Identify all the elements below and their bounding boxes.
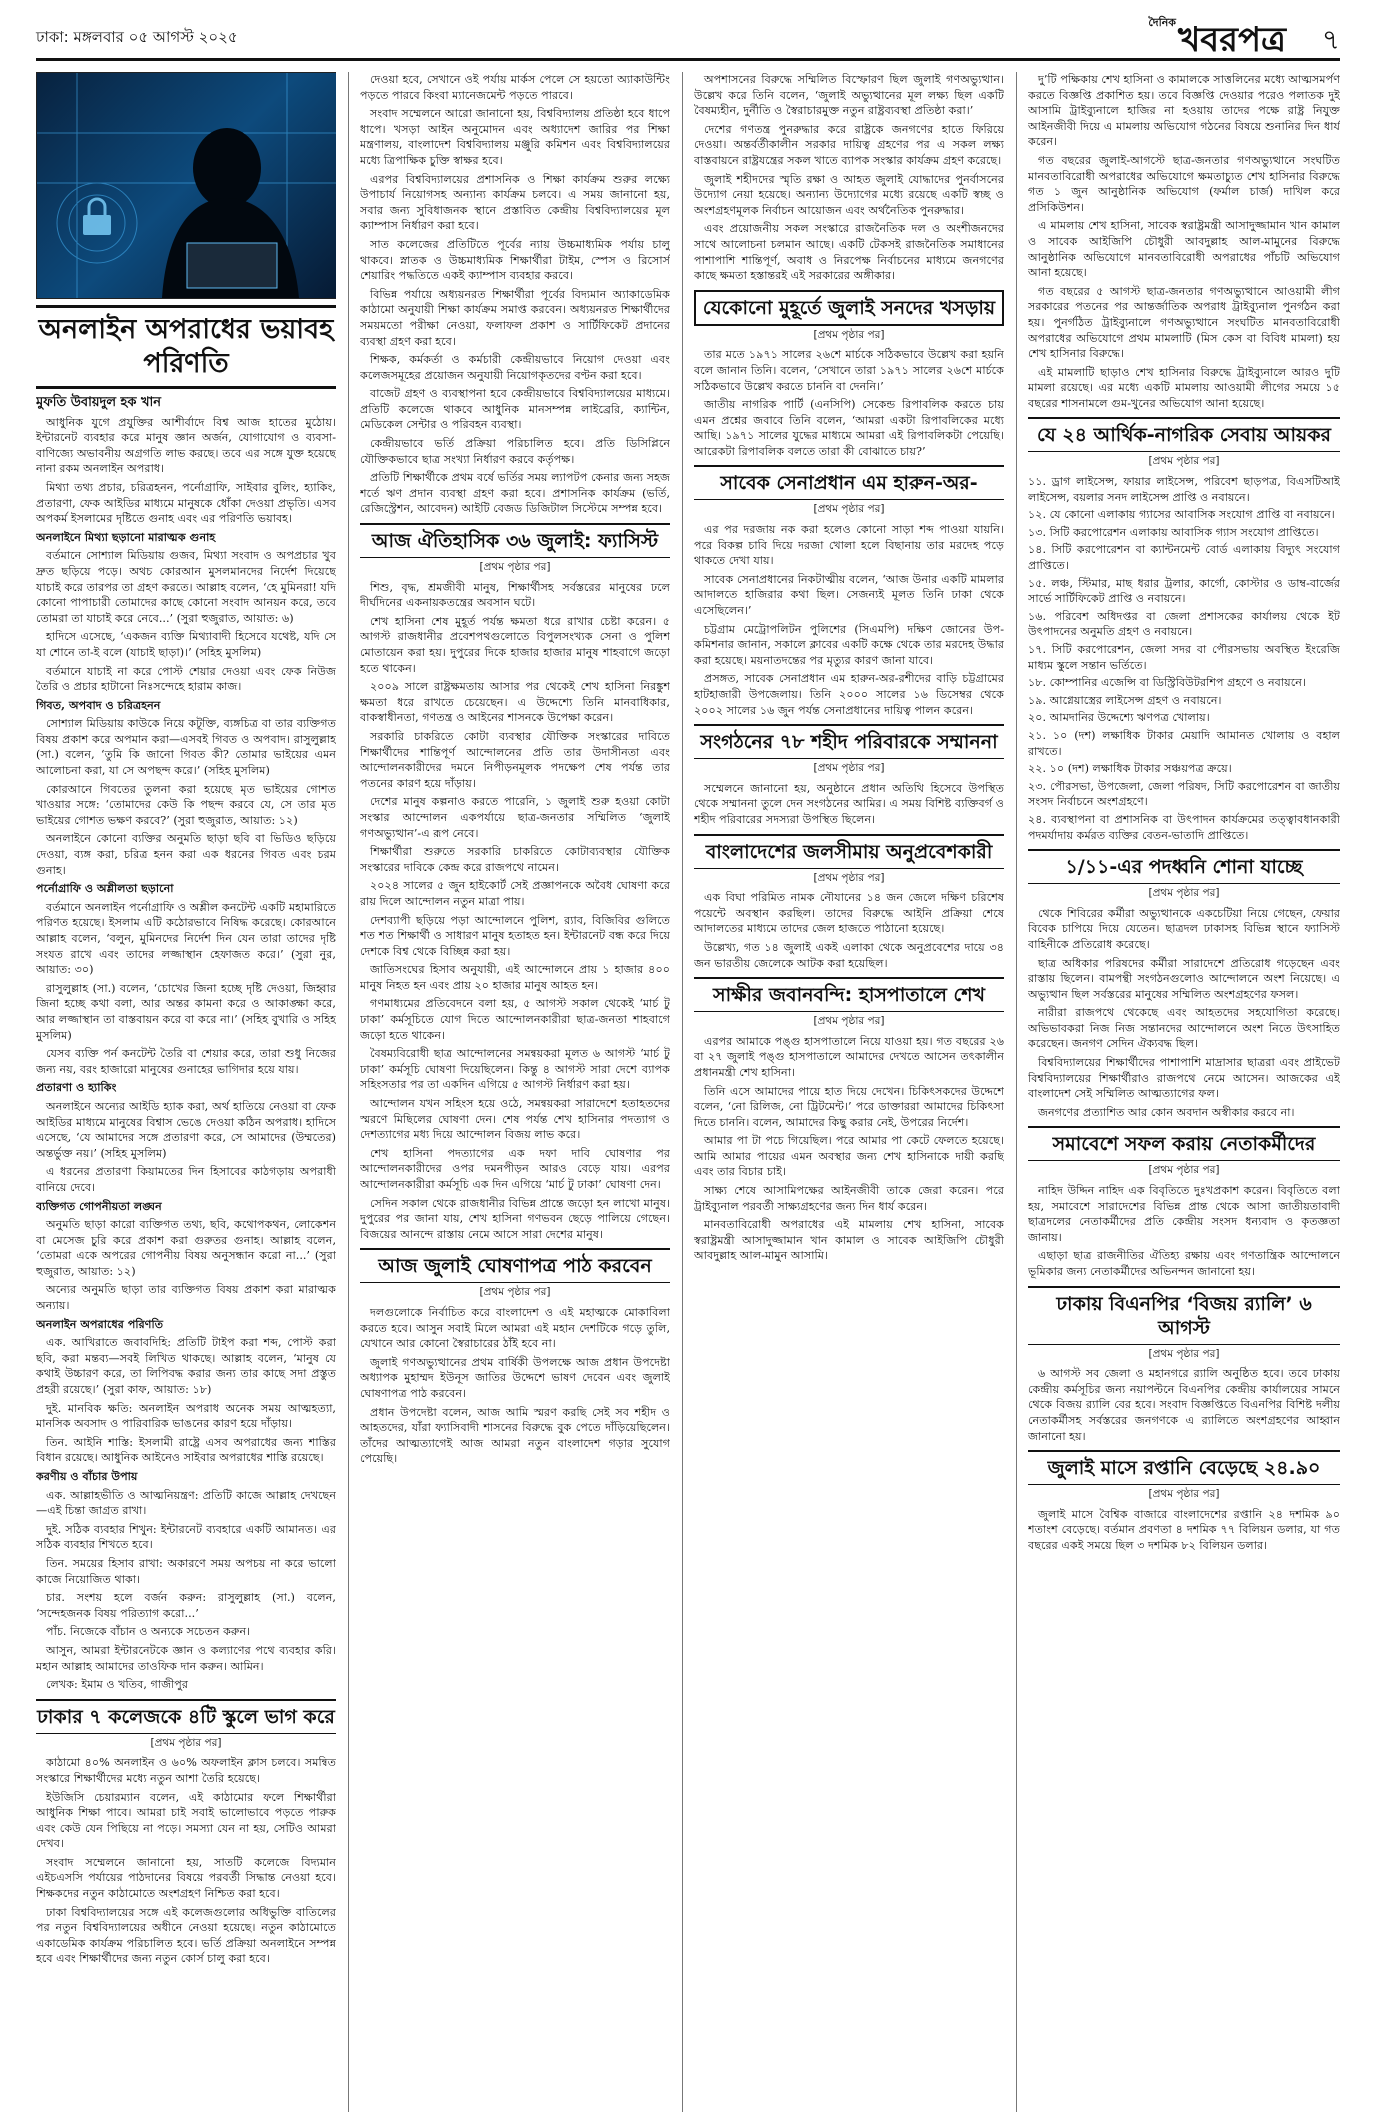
issue-date: ঢাকা: মঙ্গলবার ০৫ আগস্ট ২০২৫ xyxy=(36,28,238,46)
article-headline: জুলাই মাসে রপ্তানি বেড়েছে ২৪.৯০ xyxy=(1028,1450,1340,1485)
paragraph: এরপর আমাকে পঙ্গু হাসপাতালে নিয়ে যাওয়া হয়। গত বছরের ২৬ বা ২৭ জুলাই পঙ্গু হাসপাতালে আমাদের দেখতে আসেন তৎকালীন প্রধানমন্ত্রী শেখ হাসিনা। xyxy=(694,1034,1004,1079)
paragraph: দলগুলোকে নির্বাচিত করে বাংলাদেশ ও এই মহাত্মকে মোকাবিলা করতে হবে। আসুন সবাই মিলে আমরা এই মহান দেশটিকে গড়ে তুলি, যেখানে আর কোনো স্বৈরাচারের ঠাঁই হবে না। xyxy=(360,1305,670,1351)
paragraph: সম্মেলনে জানানো হয়, অনুষ্ঠানে প্রধান অতিথি হিসেবে উপস্থিত থেকে সম্মাননা তুলে দেন সংগঠনের আমির। এ সময় বিশিষ্ট ব্যক্তিবর্গ ও শহীদ পরিবারের সদস্যরা উপস্থিত ছিলেন। xyxy=(694,781,1004,826)
continued-label: [প্রথম পৃষ্ঠার পর] xyxy=(1148,887,1220,900)
paragraph: কাঠামো ৪০% অনলাইন ও ৬০% অফলাইন ক্লাস চলবে। সমন্বিত সংস্কারে শিক্ষার্থীদের মধ্যে নতুন আশা তৈরি হয়েছে। xyxy=(36,1756,336,1785)
paragraph: গত বছরের জুলাই-আগস্টে ছাত্র-জনতার গণঅভ্যুত্থানে সংঘটিত মানবতাবিরোধী অপরাধের অভিযোগে ক্ষমতাচ্যুত শেখ হাসিনার বিরুদ্ধে গত ১ জুন আনুষ্ঠানিক অভিযোগ (ফর্মাল চার্জ) দাখিল করে প্রসিকিউশন। xyxy=(1028,153,1340,214)
continued-label: [প্রথম পৃষ্ঠার পর] xyxy=(813,328,885,341)
paragraph: এ মামলায় শেখ হাসিনা, সাবেক স্বরাষ্ট্রমন্ত্রী আসাদুজ্জামান খান কামাল ও সাবেক আইজিপি চৌধুরী আবদুল্লাহ আল-মামুনের বিরুদ্ধে আনুষ্ঠানিক অভিযোগে মানবতাবিরোধী অপরাধের পাঁচটি অভিযোগ আনা হয়েছে। xyxy=(1028,219,1340,280)
article-headline: বাংলাদেশের জলসীমায় অনুপ্রবেশকারী xyxy=(694,834,1004,869)
paragraph: প্রসঙ্গত, সাবেক সেনাপ্রধান এম হারুন-অর-রশীদের বাড়ি চট্টগ্রামের হাটহাজারী উপজেলায়। তিনি ২০০০ সালের ১৬ ডিসেম্বর থেকে ২০০২ সালের ১৬ জুন পর্যন্ত সেনাপ্রধানের দায়িত্ব পালন করেন। xyxy=(694,672,1004,717)
article-headline: যেকোনো মুহূর্তে জুলাই সনদের খসড়ায় xyxy=(694,290,1004,326)
column-divider xyxy=(682,72,683,2112)
paragraph: মানবতাবিরোধী অপরাধের এই মামলায় শেখ হাসিনা, সাবেক স্বরাষ্ট্রমন্ত্রী আসাদুজ্জামান খান কামাল ও সাবেক আইজিপি চৌধুরী আবদুল্লাহ আল-মামুন আসামি। xyxy=(694,1218,1004,1263)
continued-label: [প্রথম পৃষ্ঠার পর] xyxy=(1148,1347,1220,1360)
article-headline: সাবেক সেনাপ্রধান এম হারুন-অর- xyxy=(694,465,1004,500)
article-headline: যে ২৪ আর্থিক-নাগরিক সেবায় আয়কর xyxy=(1028,417,1340,452)
paragraph: নাহিদ উদ্দিন নাহিদ এক বিবৃতিতে দুঃখপ্রকাশ করেন। বিবৃতিতে বলা হয়, সমাবেশে সারাদেশের বিভিন্ন প্রান্ত থেকে আসা জাতীয়তাবাদী ছাত্রদলের নেতাকর্মীদের প্রতি কেন্দ্রীয় সংসদ ধন্যবাদ ও কৃতজ্ঞতা জানায়। xyxy=(1028,1184,1340,1244)
paragraph: তিন. আইনি শাস্তি: ইসলামী রাষ্ট্রে এসব অপরাধের জন্য শাস্তির বিধান রয়েছে। আধুনিক আইনেও সাইবার অপরাধের শাস্তি রয়েছে। xyxy=(36,1435,336,1465)
article-headline: ঢাকায় বিএনপির ‘বিজয় র‍্যালি’ ৬ আগস্ট xyxy=(1028,1286,1340,1345)
continued-label: [প্রথম পৃষ্ঠার পর] xyxy=(813,762,885,775)
column-2 xyxy=(360,72,670,2117)
paragraph: দেশের মানুষ কল্পনাও করতে পারেনি, ১ জুলাই শুরু হওয়া কোটা সংস্কার আন্দোলন একপর্যায়ে ছাত্র-জনতার সম্মিলিত ‘জুলাই গণঅভ্যুত্থান’-এ রূপ নেবে। xyxy=(360,795,670,840)
paragraph: এরপর বিশ্ববিদ্যালয়ের প্রশাসনিক ও শিক্ষা কার্যক্রম শুরুর লক্ষ্যে উপাচার্য নিয়োগসহ অন্যান্য কার্যক্রম চলবে। এ সময় জানানো হয়, সবার জন্য সুবিধাজনক স্থানে প্রস্তাবিত কেন্দ্রীয় বিশ্ববিদ্যালয়ের মূল ক্যাম্পাস নির্ধারণ করা হবে। xyxy=(360,172,670,233)
list-item: ২৩. পৌরসভা, উপজেলা, জেলা পরিষদ, সিটি করপোরেশন বা জাতীয় সংসদ নির্বাচনে অংশগ্রহণে। xyxy=(1028,779,1340,809)
paragraph: কেন্দ্রীয়ভাবে ভর্তি প্রক্রিয়া পরিচালিত হবে। প্রতি ডিসিপ্লিনে যৌক্তিকভাবে ছাত্র সংখ্যা নির্ধারণ করবে কর্তৃপক্ষ। xyxy=(360,437,670,466)
paragraph: শেখ হাসিনা পদত্যাগের এক দফা দাবি ঘোষণার পর আন্দোলনকারীদের ওপর দমনপীড়ন আরও বেড়ে যায়। এরপর আন্দোলনকারীরা কর্মসূচি এক দিন এগিয়ে ‘মার্চ টু ঢাকা’ ঘোষণা দেন। xyxy=(360,1146,670,1191)
list-item: ২৪. ব্যবস্থাপনা বা প্রশাসনিক বা উৎপাদন কার্যক্রমের তত্ত্বাবধানকারী পদমর্যাদায় কর্মরত ব্যক্তির বেতন-ভাতাদি প্রাপ্তিতে। xyxy=(1028,812,1340,842)
continued-label: [প্রথম পৃষ্ঠার পর] xyxy=(479,1286,551,1299)
service-list xyxy=(1028,474,1340,843)
paragraph: গণমাধ্যমের প্রতিবেদনে বলা হয়, ৫ আগস্ট সকাল থেকেই ‘মার্চ টু ঢাকা’ কর্মসূচিতে যোগ দিতে আন্দোলনকারীরা ছাত্র-জনতা শাহবাগে জড়ো হতে থাকেন। xyxy=(360,997,670,1042)
paragraph: অন্যের অনুমতি ছাড়া তার ব্যক্তিগত বিষয় প্রকাশ করা মারাত্মক অন্যায়। xyxy=(36,1283,336,1313)
paragraph: ৬ আগস্ট সব জেলা ও মহানগরে র‍্যালি অনুষ্ঠিত হবে। তবে ঢাকায় কেন্দ্রীয় কর্মসূচির জন্য নয়াপল্টনে বিএনপির কেন্দ্রীয় কার্যালয়ের সামনে থেকে বিজয় র‍্যালি বের হবে। সংবাদ বিজ্ঞপ্তিতে বিএনপির বিশিষ্ট দলীয় নেতাকর্মীসহ সর্বস্তরের জনগণকে এ র‍্যালিতে অংশগ্রহণের আহ্বান জানানো হয়। xyxy=(1028,1367,1340,1443)
paragraph: এক. আল্লাহভীতি ও আত্মনিয়ন্ত্রণ: প্রতিটি কাজে আল্লাহ দেখছেন—এই চিন্তা জাগ্রত রাখা। xyxy=(36,1488,336,1518)
paragraph: এক. আখিরাতে জবাবদিহি: প্রতিটি টাইপ করা শব্দ, পোস্ট করা ছবি, করা মন্তব্য—সবই লিখিত থাকছে। আল্লাহ বলেন, ‘মানুষ যে কথাই উচ্চারণ করে, তা লিপিবদ্ধ করার জন্য তার কাছে সদা প্রস্তুত প্রহরী রয়েছে।’ (সুরা কাফ, আয়াত: ১৮) xyxy=(36,1336,336,1397)
paragraph: সংবাদ সম্মেলনে জানানো হয়, সাতটি কলেজে বিদ্যমান এইচএসসি পর্যায়ের পাঠদানের বিষয়ে পরবর্তী সিদ্ধান্ত নেওয়া হবে। শিক্ষকদের নতুন কাঠামোতে অংশগ্রহণ নিশ্চিত করা হবে। xyxy=(36,1855,336,1901)
paragraph: ঢাকা বিশ্ববিদ্যালয়ের সঙ্গে এই কলেজগুলোর অধিভুক্তি বাতিলের পর নতুন বিশ্ববিদ্যালয়ের অধীনে নেওয়া হয়েছে। নতুন কাঠামোতে একাডেমিক কার্যক্রম পরিচালিত হবে। ভর্তি প্রক্রিয়া অনলাইনে সম্পন্ন হবে এবং শিক্ষার্থীদের জন্য নতুন কোর্স চালু করা হবে। xyxy=(36,1905,336,1966)
list-item: ১১. ড্রাগ লাইসেন্স, ফায়ার লাইসেন্স, পরিবেশ ছাড়পত্র, বিএসটিআই লাইসেন্স, বয়লার সনদ লাইসেন্স প্রাপ্তি ও নবায়নে। xyxy=(1028,475,1340,504)
paragraph: আন্দোলন যখন সহিংস হয়ে ওঠে, সমন্বয়করা সারাদেশে হতাহতদের স্মরণে মিছিলের ঘোষণা দেন। শেষ পর্যন্ত শেখ হাসিনার পদত্যাগ ও দেশত্যাগের মধ্য দিয়ে আন্দোলন বিজয় লাভ করে। xyxy=(360,1097,670,1142)
list-item: ১৯. আগ্নেয়াস্ত্রের লাইসেন্স গ্রহণ ও নবায়নে। xyxy=(1028,693,1222,707)
paragraph: এছাড়া ছাত্র রাজনীতির ঐতিহ্য রক্ষায় এবং গণতান্ত্রিক আন্দোলনে ভূমিকার জন্য নেতাকর্মীদের অভিনন্দন জানানো হয়। xyxy=(1028,1249,1340,1278)
list-item: ১৭. সিটি করপোরেশন, জেলা সদর বা পৌরসভায় অবস্থিত ইংরেজি মাধ্যম স্কুলে সন্তান ভর্তিতে। xyxy=(1028,643,1340,672)
paragraph: এই মামলাটি ছাড়াও শেখ হাসিনার বিরুদ্ধে ট্রাইব্যুনালে আরও দুটি মামলা রয়েছে। এর মধ্যে একটি মামলায় আওয়ামী লীগের সময়ে ১৫ বছরের শাসনামলে গুম-খুনের অভিযোগ আনা হয়েছে। xyxy=(1028,365,1340,410)
paragraph: তিন. সময়ের হিসাব রাখা: অকারণে সময় অপচয় না করে ভালো কাজে নিয়োজিত থাকা। xyxy=(36,1556,336,1586)
article-headline: আজ ঐতিহাসিক ৩৬ জুলাই: ফ্যাসিস্ট xyxy=(360,523,670,558)
list-item: ১২. যে কোনো এলাকায় গ্যাসের আবাসিক সংযোগ প্রাপ্তি বা নবায়নে। xyxy=(1028,508,1335,522)
paragraph: সাক্ষ্য শেষে আসামিপক্ষের আইনজীবী তাকে জেরা করেন। পরে ট্রাইব্যুনাল পরবর্তী সাক্ষ্যগ্রহণের জন্য দিন ধার্য করেন। xyxy=(694,1184,1004,1213)
article-headline: সাক্ষীর জবানবন্দি: হাসপাতালে শেখ xyxy=(694,977,1004,1012)
paragraph: জনগণের প্রত্যাশিত আর কোন অবদান অস্বীকার করবে না। xyxy=(1038,1105,1295,1119)
column-3 xyxy=(694,72,1004,2117)
paragraph: সাবেক সেনাপ্রধানের নিকটাত্মীয় বলেন, ‘আজ উনার একটি মামলার আদালতে হাজিরার কথা ছিল। সেজন্যই মূলত তিনি ঢাকা থেকে এসেছিলেন।’ xyxy=(694,572,1004,618)
paragraph: ২০২৪ সালের ৫ জুন হাইকোর্ট সেই প্রজ্ঞাপনকে অবৈধ ঘোষণা করে রায় দিলে আন্দোলন নতুন মাত্রা পায়। xyxy=(360,879,670,908)
column-divider xyxy=(348,72,349,2112)
continued-label: [প্রথম পৃষ্ঠার পর] xyxy=(1148,1164,1220,1177)
paragraph: অনলাইনে কোনো ব্যক্তির অনুমতি ছাড়া ছবি বা ভিডিও ছড়িয়ে দেওয়া, ব্যঙ্গ করা, চরিত্র হনন করা এক ধরনের গিবত এবং চরম গুনাহ। xyxy=(36,832,336,877)
subheading: প্রতারণা ও হ্যাকিং xyxy=(36,1080,117,1095)
continued-label: [প্রথম পৃষ্ঠার পর] xyxy=(1148,1488,1220,1501)
paragraph: এ ধরনের প্রতারণা কিয়ামতের দিন হিসাবের কাঠগড়ায় অপরাধী বানিয়ে দেবে। xyxy=(36,1165,336,1194)
paragraph: অপশাসনের বিরুদ্ধে সম্মিলিত বিস্ফোরণ ছিল জুলাই গণঅভ্যুত্থান। উল্লেখ করে তিনি বলেন, ‘জুলাই অভ্যুত্থানের মূল লক্ষ্য ছিল একটি বৈষম্যহীন, দুর্নীতি ও স্বৈরাচারমুক্ত নতুন রাষ্ট্রব্যবস্থা প্রতিষ্ঠা করা।’ xyxy=(694,73,1004,118)
continued-label: [প্রথম পৃষ্ঠার পর] xyxy=(1148,455,1220,468)
paragraph: অনুমতি ছাড়া কারো ব্যক্তিগত তথ্য, ছবি, কথোপকথন, লোকেশন বা মেসেজ চুরি করে প্রকাশ করা গুরুতর গুনাহ। আল্লাহ বলেন, ‘তোমরা একে অপরের গোপনীয় বিষয় অনুসন্ধান করো না...’ (সুরা হুজুরাত, আয়াত: ১২) xyxy=(36,1218,336,1278)
paragraph: মিথ্যা তথ্য প্রচার, চরিত্রহনন, পর্নোগ্রাফি, সাইবার বুলিং, হ্যাকিং, প্রতারণা, ফেক আইডির মাধ্যমে মানুষকে ধোঁকা দেওয়া প্রভৃতি। এসব অপকর্ম ইসলামের দৃষ্টিতে গুনাহ এবং এর পরিণতি ভয়াবহ। xyxy=(36,480,336,526)
list-item: ২০. আমদানির উদ্দেশ্যে ঋণপত্র খোলায়। xyxy=(1028,711,1210,725)
paragraph: শিক্ষার্থীরা শুরুতে সরকারি চাকরিতে কোটাব্যবস্থার যৌক্তিক সংস্কারের দাবিকে কেন্দ্র করে রাজপথে নামেন। xyxy=(360,845,670,874)
column-4 xyxy=(1028,72,1340,2117)
list-item: ১৩. সিটি করপোরেশন এলাকায় আবাসিক গ্যাস সংযোগ প্রাপ্তিতে। xyxy=(1028,525,1319,539)
paragraph: ২০০৯ সালে রাষ্ট্রক্ষমতায় আসার পর থেকেই শেখ হাসিনা নিরঙ্কুশ ক্ষমতা ধরে রাখতে চেয়েছেন। এ উদ্দেশ্যে তিনি মানবাধিকার, বাকস্বাধীনতা, গণতন্ত্র ও আইনের শাসনকে উপেক্ষা করেন। xyxy=(360,680,670,725)
paragraph: আমার পা টা পচে গিয়েছিল। পরে আমার পা কেটে ফেলতে হয়েছে। আমি আমার পায়ের এমন অবস্থার জন্য শেখ হাসিনাকে দায়ী করছি এবং তার বিচার চাই। xyxy=(694,1134,1004,1179)
article-headline: ১/১১-এর পদধ্বনি শোনা যাচ্ছে xyxy=(1028,849,1340,884)
paragraph: বৈষম্যবিরোধী ছাত্র আন্দোলনের সমন্বয়করা মূলত ৬ আগস্ট ‘মার্চ টু ঢাকা’ কর্মসূচি ঘোষণা দিয়েছিলেন। কিন্তু ৪ আগস্ট সারা দেশে ব্যাপক সহিংসতার পর তা একদিন এগিয়ে ৫ আগস্ট নির্ধারণ করা হয়। xyxy=(360,1047,670,1092)
paragraph: প্রতিটি শিক্ষার্থীকে প্রথম বর্ষে ভর্তির সময় ল্যাপটপ কেনার জন্য সহজ শর্তে ঋণ প্রদান ব্যবস্থা গ্রহণ করা হবে। প্রশাসনিক কার্যক্রম (ভর্তি, রেজিস্ট্রেশন, আবেদন) আইটি বেজড ডিজিটাল সিস্টেমে সম্পন্ন হবে। xyxy=(360,471,670,516)
paragraph: চট্টগ্রাম মেট্রোপলিটন পুলিশের (সিএমপি) দক্ষিণ জোনের উপ-কমিশনার জানান, সকালে ক্লাবের একটি কক্ষে থেকে তার মরদেহ উদ্ধার করা হয়েছে। ময়নাতদন্তের পর মৃত্যুর কারণ জানা যাবে। xyxy=(694,622,1004,667)
list-item: ১৫. লঞ্চ, স্টিমার, মাছ ধরার ট্রলার, কার্গো, কোস্টার ও ডাম্ব-বার্জের সার্ভে সার্টিফিকেট প্রাপ্তি ও নবায়নে। xyxy=(1028,576,1340,606)
paragraph: এবং প্রয়োজনীয় সকল সংস্কারে রাজনৈতিক দল ও অংশীজনদের সাথে আলোচনা চলমান আছে। একটি টেকসই রাজনৈতিক সমাধানের পাশাপাশি শান্তিপূর্ণ, অবাধ ও নিরপেক্ষ নির্বাচনের মাধ্যমে জনগণের কাছে ক্ষমতা হস্তান্তরই এই সরকারের অঙ্গীকার। xyxy=(694,222,1004,283)
paragraph: দেওয়া হবে, সেখানে ওই পর্যায় মার্কস পেলে সে হয়তো অ্যাকাউন্টিং পড়তে পারবে কিংবা ম্যানেজমেন্ট পড়তে পারবে। xyxy=(360,73,670,102)
paragraph: উল্লেখ্য, গত ১৪ জুলাই একই এলাকা থেকে অনুপ্রবেশের দায়ে ৩৪ জন ভারতীয় জেলেকে আটক করা হয়েছিল। xyxy=(694,940,1004,970)
author-byline: মুফতি উবায়দুল হক খান xyxy=(36,395,162,410)
article-headline: ঢাকার ৭ কলেজকে ৪টি স্কুলে ভাগ করে xyxy=(36,1699,336,1734)
paragraph: হাদিসে এসেছে, ‘একজন ব্যক্তি মিথ্যাবাদী হিসেবে যথেষ্ট, যদি সে যা শোনে তা-ই বলে (যাচাই ছাড়া)।’ (সহিহ মুসলিম) xyxy=(36,630,336,659)
column-1 xyxy=(36,72,336,2117)
continued-label: [প্রথম পৃষ্ঠার পর] xyxy=(813,1015,885,1028)
paragraph: থেকে শিবিরের কর্মীরা অভ্যুত্থানকে একচেটিয়া নিয়ে গেছেন, ফেয়ার বিবেক চাপিয়ে দিয়ে যেতেন। ছাত্রদল ঢাকাসহ বিভিন্ন স্থানে ফ্যাসিস্ট বাহিনীকে প্রতিরোধ করেছে। xyxy=(1028,906,1340,951)
article-headline: সমাবেশে সফল করায় নেতাকর্মীদের xyxy=(1028,1126,1340,1161)
paragraph: সোশ্যাল মিডিয়ায় কাউকে নিয়ে কটূক্তি, ব্যঙ্গচিত্র বা তার ব্যক্তিগত বিষয় প্রকাশ করে অপমান করা—এসবই গিবত ও অপবাদ। রাসুলুল্লাহ (সা.) বলেন, ‘তুমি কি জানো গিবত কী? তোমার ভাইয়ের এমন আলোচনা করা, যা সে অপছন্দ করে।’ (সহিহ মুসলিম) xyxy=(36,717,336,778)
continued-label: [প্রথম পৃষ্ঠার পর] xyxy=(813,503,885,516)
paragraph: বর্তমানে অনলাইন পর্নোগ্রাফি ও অশ্লীল কনটেন্ট একটি মহামারিতে পরিণত হয়েছে। ইসলাম এটি কঠোরভাবে নিষিদ্ধ করেছে। কোরআনে আল্লাহ বলেন, ‘বলুন, মুমিনদের নির্দেশ দিন যেন তারা তাদের দৃষ্টি সংযত রাখে এবং তাদের লজ্জাস্থান হেফাজত করে।’ (সুরা নুর, আয়াত: ৩০) xyxy=(36,900,336,977)
paragraph: সরকারি চাকরিতে কোটা ব্যবস্থার যৌক্তিক সংস্কারের দাবিতে শিক্ষার্থীদের শান্তিপূর্ণ আন্দোলনের প্রতি তার উদাসীনতা এবং আন্দোলনকারীদের দমনে নিপীড়নমূলক পদক্ষেপ শেষ পর্যন্ত তার পতনের কারণ হয়ে দাঁড়ায়। xyxy=(360,729,670,790)
paragraph: নারীরা রাজপথে থেকেছে এবং আহতদের সহযোগিতা করেছে। অভিভাবকরা নিজ নিজ সন্তানদের আন্দোলনে অংশ নিতে উৎসাহিত করেছেন। জনগণ সেদিন ঐক্যবদ্ধ ছিল। xyxy=(1028,1006,1340,1051)
paragraph: দুই. মানবিক ক্ষতি: অনলাইন অপরাধ অনেক সময় আত্মহত্যা, মানসিক অবসাদ ও পারিবারিক ভাঙনের কারণ হয়ে দাঁড়ায়। xyxy=(36,1401,336,1431)
paragraph: বিভিন্ন পর্যায়ে অধ্যয়নরত শিক্ষার্থীরা পূর্বের বিদ্যমান অ্যাকাডেমিক কাঠামো অনুযায়ী শিক্ষা কার্যক্রম সমাপ্ত করবেন। অধ্যয়নরত শিক্ষার্থীদের সময়মতো পরীক্ষা নেওয়া, ফলাফল প্রকাশ ও সার্টিফিকেট প্রদানের ব্যবস্থা গ্রহণ করা হবে। xyxy=(360,287,670,348)
paragraph: এক বিঘা পরিমিত নামক নৌযানের ১৪ জন জেলে দক্ষিণ চরিশেষ পয়েন্টে অবস্থান করছিল। তাদের বিরুদ্ধে আইনি প্রক্রিয়া শেষে আদালতের মাধ্যমে তাদের জেল হাজতে পাঠানো হয়েছে। xyxy=(694,891,1004,936)
list-item: ২২. ১০ (দশ) লক্ষাধিক টাকার সঞ্চয়পত্র ক্রয়ে। xyxy=(1028,762,1232,776)
paragraph: সংবাদ সম্মেলনে আরো জানানো হয়, বিশ্ববিদ্যালয় প্রতিষ্ঠা হবে ধাপে ধাপে। খসড়া আইন অনুমোদন এবং অধ্যাদেশ জারির পর শিক্ষা মন্ত্রণালয়, বাংলাদেশ বিশ্ববিদ্যালয় মঞ্জুরি কমিশন এবং বিশ্ববিদ্যালয়ের মধ্যে ত্রিপাক্ষিক চুক্তি স্বাক্ষর হবে। xyxy=(360,107,670,167)
paragraph: চার. সংশয় হলে বর্জন করুন: রাসুলুল্লাহ (সা.) বলেন, ‘সন্দেহজনক বিষয় পরিত্যাগ করো...’ xyxy=(36,1591,336,1620)
paragraph: সাত কলেজের প্রতিটিতে পূর্বের ন্যায় উচ্চমাধ্যমিক পর্যায় চালু থাকবে। স্নাতক ও উচ্চমাধ্যমিক শিক্ষার্থীরা টাইম, স্পেস ও রিসোর্স শেয়ারিং পদ্ধতিতে একই ক্যাম্পাস ব্যবহার করবে। xyxy=(360,237,670,283)
continued-label: [প্রথম পৃষ্ঠার পর] xyxy=(813,871,885,884)
paragraph: আধুনিক যুগে প্রযুক্তির আশীর্বাদে বিশ্ব আজ হাতের মুঠোয়। ইন্টারনেট ব্যবহার করে মানুষ জ্ঞান অর্জন, যোগাযোগ ও ব্যবসা-বাণিজ্যে অভাবনীয় অগ্রগতি লাভ করছে। তবে এর সঙ্গে যুক্ত হয়েছে নানা রকম অনলাইন অপরাধ। xyxy=(36,415,336,476)
paragraph: জুলাই গণঅভ্যুত্থানের প্রথম বার্ষিকী উপলক্ষে আজ প্রধান উপদেষ্টা অধ্যাপক মুহাম্মদ ইউনূস জাতির উদ্দেশে ভাষণ দেবেন এবং জুলাই ঘোষণাপত্র পাঠ করবেন। xyxy=(360,1355,670,1400)
paragraph: শিক্ষক, কর্মকর্তা ও কর্মচারী কেন্দ্রীয়ভাবে নিয়োগ দেওয়া এবং কলেজসমূহের প্রয়োজন অনুযায়ী নিয়োগকৃতদের বণ্টন করা হবে। xyxy=(360,353,670,382)
paragraph: জুলাই মাসে বৈশ্বিক বাজারে বাংলাদেশের রপ্তানি ২৪ দশমিক ৯০ শতাংশ বেড়েছে। বর্তমান প্রবণতা ৪ দশমিক ৭৭ বিলিয়ন ডলার, যা গত বছরের একই সময়ে ছিল ৩ দশমিক ৮২ বিলিয়ন ডলার। xyxy=(1028,1507,1340,1552)
list-item: ১৪. সিটি করপোরেশন বা ক্যান্টনমেন্ট বোর্ড এলাকায় বিদ্যুৎ সংযোগ প্রাপ্তিতে। xyxy=(1028,543,1340,573)
paragraph: ছাত্র অধিকার পরিষদের কর্মীরা সারাদেশে প্রতিরোধ গড়েছেন এবং রাস্তায় ছিলেন। বামপন্থী সংগঠনগুলোও আন্দোলনে অংশ নিয়েছে। এ অভ্যুত্থান ছিল সর্বস্তরের মানুষের সম্মিলিত অংশগ্রহণের ফসল। xyxy=(1028,956,1340,1001)
paragraph: তিনি এসে আমাদের পায়ে হাত দিয়ে দেখেন। চিকিৎসকদের উদ্দেশে বলেন, ‘নো রিলিজ, নো ট্রিটমেন্ট।’ পরে ডাক্তাররা আমাদের চিকিৎসা দিতে চাননি। বলেন, আমাদের কিছু করার নেই, উপরের নির্দেশ। xyxy=(694,1084,1004,1129)
paragraph: জুলাই শহীদদের স্মৃতি রক্ষা ও আহত জুলাই যোদ্ধাদের পুনর্বাসনের উদ্যোগ নেয়া হয়েছে। অন্যান্য উদ্যোগের মধ্যে রয়েছে একটি স্বচ্ছ ও অংশগ্রহণমূলক নির্বাচন আয়োজন এবং অর্থনৈতিক পুনরুদ্ধার। xyxy=(694,172,1004,217)
paragraph: দুই. সঠিক ব্যবহার শিখুন: ইন্টারনেট ব্যবহারে একটি আমানত। এর সঠিক ব্যবহার শিখতে হবে। xyxy=(36,1522,336,1552)
article-headline: সংগঠনের ৭৮ শহীদ পরিবারকে সম্মাননা xyxy=(694,724,1004,759)
paragraph: বাজেট গ্রহণ ও ব্যবস্থাপনা হবে কেন্দ্রীয়ভাবে বিশ্ববিদ্যালয়ের মাধ্যমে। প্রতিটি কলেজে থাকবে আধুনিক মানসম্পন্ন লাইব্রেরি, ক্যান্টিন, মেডিকেল সেন্টার ও পরিবহন ব্যবস্থা। xyxy=(360,387,670,432)
hacker-illustration xyxy=(37,73,336,298)
list-item: ২১. ১০ (দশ) লক্ষাধিক টাকার মেয়াদি আমানত খোলায় ও বহাল রাখতে। xyxy=(1028,728,1340,758)
masthead xyxy=(36,14,1340,61)
paragraph: গত বছরের ৫ আগস্ট ছাত্র-জনতার গণঅভ্যুত্থানে আওয়ামী লীগ সরকারের পতনের পর আন্তর্জাতিক অপরাধ ট্রাইব্যুনাল পুনর্গঠন করা হয়। পুনর্গঠিত ট্রাইব্যুনালে গণঅভ্যুত্থানে সংঘটিত মানবতাবিরোধী অপরাধের অভিযোগে প্রথম মামলাটি (মিস কেস বা বিবিধ মামলা) হয় শেখ হাসিনার বিরুদ্ধে। xyxy=(1028,284,1340,361)
feature-title: অনলাইন অপরাধের ভয়াবহ পরিণতি xyxy=(36,305,336,389)
paragraph: কোরআনে গিবতের তুলনা করা হয়েছে মৃত ভাইয়ের গোশত খাওয়ার সঙ্গে: ‘তোমাদের কেউ কি পছন্দ করবে যে, সে তার মৃত ভাইয়ের গোশত ভক্ষণ করবে?’ (সুরা হুজুরাত, আয়াত: ১২) xyxy=(36,782,336,827)
paragraph: প্রধান উপদেষ্টা বলেন, আজ আমি স্মরণ করছি সেই সব শহীদ ও আহতদের, যাঁরা ফ্যাসিবাদী শাসনের বিরুদ্ধে বুক পেতে দাঁড়িয়েছিলেন। তাঁদের আত্মত্যাগেই আজ আমরা নতুন বাংলাদেশ গড়ার সুযোগ পেয়েছি। xyxy=(360,1405,670,1466)
cyber-crime-photo xyxy=(36,72,336,299)
paragraph: ইউজিসি চেয়ারম্যান বলেন, এই কাঠামোর ফলে শিক্ষার্থীরা আধুনিক শিক্ষা পাবে। আমরা চাই সবাই ভালোভাবে পড়তে পারুক এবং কেউ যেন পিছিয়ে না পড়ে। সমস্যা যেন না হয়, সেটিও আমরা দেখব। xyxy=(36,1790,336,1851)
subheading: গিবত, অপবাদ ও চরিত্রহনন xyxy=(36,697,161,712)
paragraph: এর পর দরজায় নক করা হলেও কোনো সাড়া শব্দ পাওয়া যায়নি। পরে বিকল্প চাবি দিয়ে দরজা খোলা হলে বিছানায় তার মরদেহ পড়ে থাকতে দেখা যায়। xyxy=(694,523,1004,568)
list-item: ১৮. কোম্পানির এজেন্সি বা ডিস্ট্রিবিউটরশিপ গ্রহণে ও নবায়নে। xyxy=(1028,676,1306,690)
paragraph: শিশু, বৃদ্ধ, শ্রমজীবী মানুষ, শিক্ষার্থীসহ সর্বস্তরের মানুষের ঢলে দীর্ঘদিনের একনায়কতন্ত্রের অবসান ঘটে। xyxy=(360,580,670,610)
subheading: অনলাইনে মিথ্যা ছড়ানো মারাত্মক গুনাহ xyxy=(36,529,216,544)
continued-label: [প্রথম পৃষ্ঠার পর] xyxy=(479,561,551,574)
paragraph: আসুন, আমরা ইন্টারনেটকে জ্ঞান ও কল্যাণের পথে ব্যবহার করি। মহান আল্লাহ আমাদের তাওফিক দান করুন। আমিন। xyxy=(36,1643,336,1673)
paragraph: তার মতে ১৯৭১ সালের ২৬শে মার্চকে সঠিকভাবে উল্লেখ করা হয়নি বলে জানান তিনি। বলেন, ‘সেখানে তারা ১৯৭১ সালের ২৬শে মার্চকে সঠিকভাবে উল্লেখ করতে চাননি বা দেননি।’ xyxy=(694,348,1004,393)
paragraph: শেখ হাসিনা শেষ মুহূর্ত পর্যন্ত ক্ষমতা ধরে রাখার চেষ্টা করেন। ৫ আগস্ট রাজধানীর প্রবেশপথগুলোতে বিপুলসংখ্যক সেনা ও পুলিশ মোতায়েন করা হয়। দুপুরের দিকে হাজার হাজার মানুষ শাহবাগে জড়ো হতে থাকেন। xyxy=(360,614,670,675)
continued-label: [প্রথম পৃষ্ঠার পর] xyxy=(150,1736,222,1749)
logo-small-text: দৈনিক xyxy=(1148,16,1176,29)
paragraph: জাতিসংঘের হিসাব অনুযায়ী, এই আন্দোলনে প্রায় ১ হাজার ৪০০ মানুষ নিহত হন এবং প্রায় ২০ হাজার মানুষ আহত হন। xyxy=(360,963,670,992)
paragraph: দু’টি পক্ষিকায় শেখ হাসিনা ও কামালকে সাত্তলিনের মধ্যে আত্মসমর্পণ করতে বিজ্ঞপ্তি প্রকাশিত হয়। তবে বিজ্ঞপ্তি দেওয়ার পরেও পলাতক দুই আসামি ট্রাইব্যুনালে হাজির না হওয়ায় তাদের পক্ষে রাষ্ট্র নিযুক্ত আইনজীবী দিয়ে এ মামলায় অভিযোগ গঠনের বিষয়ে শুনানির দিন ধার্য করেন। xyxy=(1028,73,1340,149)
page-number: ৭ xyxy=(1321,23,1340,56)
newspaper-logo xyxy=(1148,14,1286,71)
subheading: করণীয় ও বাঁচার উপায় xyxy=(36,1469,138,1483)
list-item: ১৬. পরিবেশ অধিদপ্তর বা জেলা প্রশাসকের কার্যালয় থেকে ইট উৎপাদনের অনুমতি গ্রহণ ও নবায়নে। xyxy=(1028,609,1340,639)
article-headline: আজ জুলাই ঘোষণাপত্র পাঠ করবেন xyxy=(360,1248,670,1283)
paragraph: যেসব ব্যক্তি পর্ন কনটেন্ট তৈরি বা শেয়ার করে, তারা শুধু নিজের জন্য নয়, বরং হাজারো মানুষের গুনাহের ভাগিদার হয়ে যায়। xyxy=(36,1047,336,1076)
paragraph: বিশ্ববিদ্যালয়ের শিক্ষার্থীদের পাশাপাশি মাদ্রাসার ছাত্ররা এবং প্রাইভেট বিশ্ববিদ্যালয়ের শিক্ষার্থীরাও রাজপথে নেমে আসেন। আজকের এই বাংলাদেশ সেই সম্মিলিত আত্মত্যাগের ফল। xyxy=(1028,1056,1340,1101)
paragraph: দেশের গণতন্ত্র পুনরুদ্ধার করে রাষ্ট্রকে জনগণের হাতে ফিরিয়ে দেওয়া। অন্তর্বর্তীকালীন সরকার দায়িত্ব গ্রহণের পর এ সকল লক্ষ্য বাস্তবায়নে রাষ্ট্রযন্ত্রের সকল খাতে ব্যাপক সংস্কার কার্যক্রম গ্রহণ করেছে। xyxy=(694,122,1004,167)
paragraph: সেদিন সকাল থেকে রাজধানীর বিভিন্ন প্রান্তে জড়ো হন লাখো মানুষ। দুপুরের পর জানা যায়, শেখ হাসিনা গণভবন ছেড়ে পালিয়ে গেছেন। বিজয়ের আনন্দে রাস্তায় নেমে আসে সারা দেশের মানুষ। xyxy=(360,1196,670,1241)
paragraph: জাতীয় নাগরিক পার্টি (এনসিপি) সেকেন্ড রিপাবলিক করতে চায় এমন প্রশ্নের জবাবে তিনি বলেন, ‘আমরা একটা রিপাবলিকের মধ্যে আছি। ১৯৭১ সালের যুদ্ধের মাধ্যমে আমরা এই রিপাবলিকটা পেয়েছি। আরেকটা রিপাবলিক বলতে তারা কী বোঝাতে চায়?’ xyxy=(694,398,1004,458)
paragraph: বর্তমানে যাচাই না করে পোস্ট শেয়ার দেওয়া এবং ফেক নিউজ তৈরি ও প্রচার হাটানো নিঃসন্দেহে হারাম কাজ। xyxy=(36,664,336,694)
column-divider xyxy=(1016,72,1017,2112)
paragraph: অনলাইনে অন্যের আইডি হ্যাক করা, অর্থ হাতিয়ে নেওয়া বা ফেক আইডির মাধ্যমে মানুষের বিশ্বাস ভেঙে দেওয়া কঠিন অপরাধ। হাদিসে এসেছে, ‘যে আমাদের সঙ্গে প্রতারণা করে, সে আমাদের (উম্মতের) অন্তর্ভুক্ত নয়।’ (সহিহ মুসলিম) xyxy=(36,1099,336,1160)
subheading: অনলাইন অপরাধের পরিণতি xyxy=(36,1316,164,1331)
logo-text: খবরপত্র xyxy=(1177,20,1286,60)
paragraph: রাসুলুল্লাহ (সা.) বলেন, ‘চোখের জিনা হচ্ছে দৃষ্টি দেওয়া, জিহ্বার জিনা হচ্ছে কথা বলা, আর অন্তর কামনা করে ও আকাঙ্ক্ষা করে, আর লজ্জাস্থান তা বাস্তবায়ন করে বা করে না।’ (সহিহ বুখারি ও সহিহ মুসলিম) xyxy=(36,981,336,1042)
paragraph: বর্তমানে সোশ্যাল মিডিয়ায় গুজব, মিথ্যা সংবাদ ও অপপ্রচার খুব দ্রুত ছড়িয়ে পড়ে। অথচ কোরআন মুসলমানদের নির্দেশ দিয়েছে যাচাই করে তারপর তা গ্রহণ করতে। আল্লাহ বলেন, ‘হে মুমিনরা! যদি কোনো পাপাচারী তোমাদের কাছে কোনো সংবাদ আনয়ন করে, তবে তোমরা তা যাচাই করে নেবে...’ (সুরা হুজুরাত, আয়াত: ৬) xyxy=(36,549,336,625)
author-note: লেখক: ইমাম ও খতিব, গাজীপুর xyxy=(46,1678,189,1692)
paragraph: পাঁচ. নিজেকে বাঁচান ও অন্যকে সচেতন করুন। xyxy=(46,1625,251,1639)
paragraph: দেশব্যাপী ছড়িয়ে পড়া আন্দোলনে পুলিশ, র‍্যাব, বিজিবির গুলিতে শত শত শিক্ষার্থী ও সাধারণ মানুষ হতাহত হন। ইন্টারনেট বন্ধ করে দিয়ে দেশকে বিশ্ব থেকে বিচ্ছিন্ন করা হয়। xyxy=(360,913,670,958)
subheading: পর্নোগ্রাফি ও অশ্লীলতা ছড়ানো xyxy=(36,881,174,896)
subheading: ব্যক্তিগত গোপনীয়তা লঙ্ঘন xyxy=(36,1198,162,1213)
